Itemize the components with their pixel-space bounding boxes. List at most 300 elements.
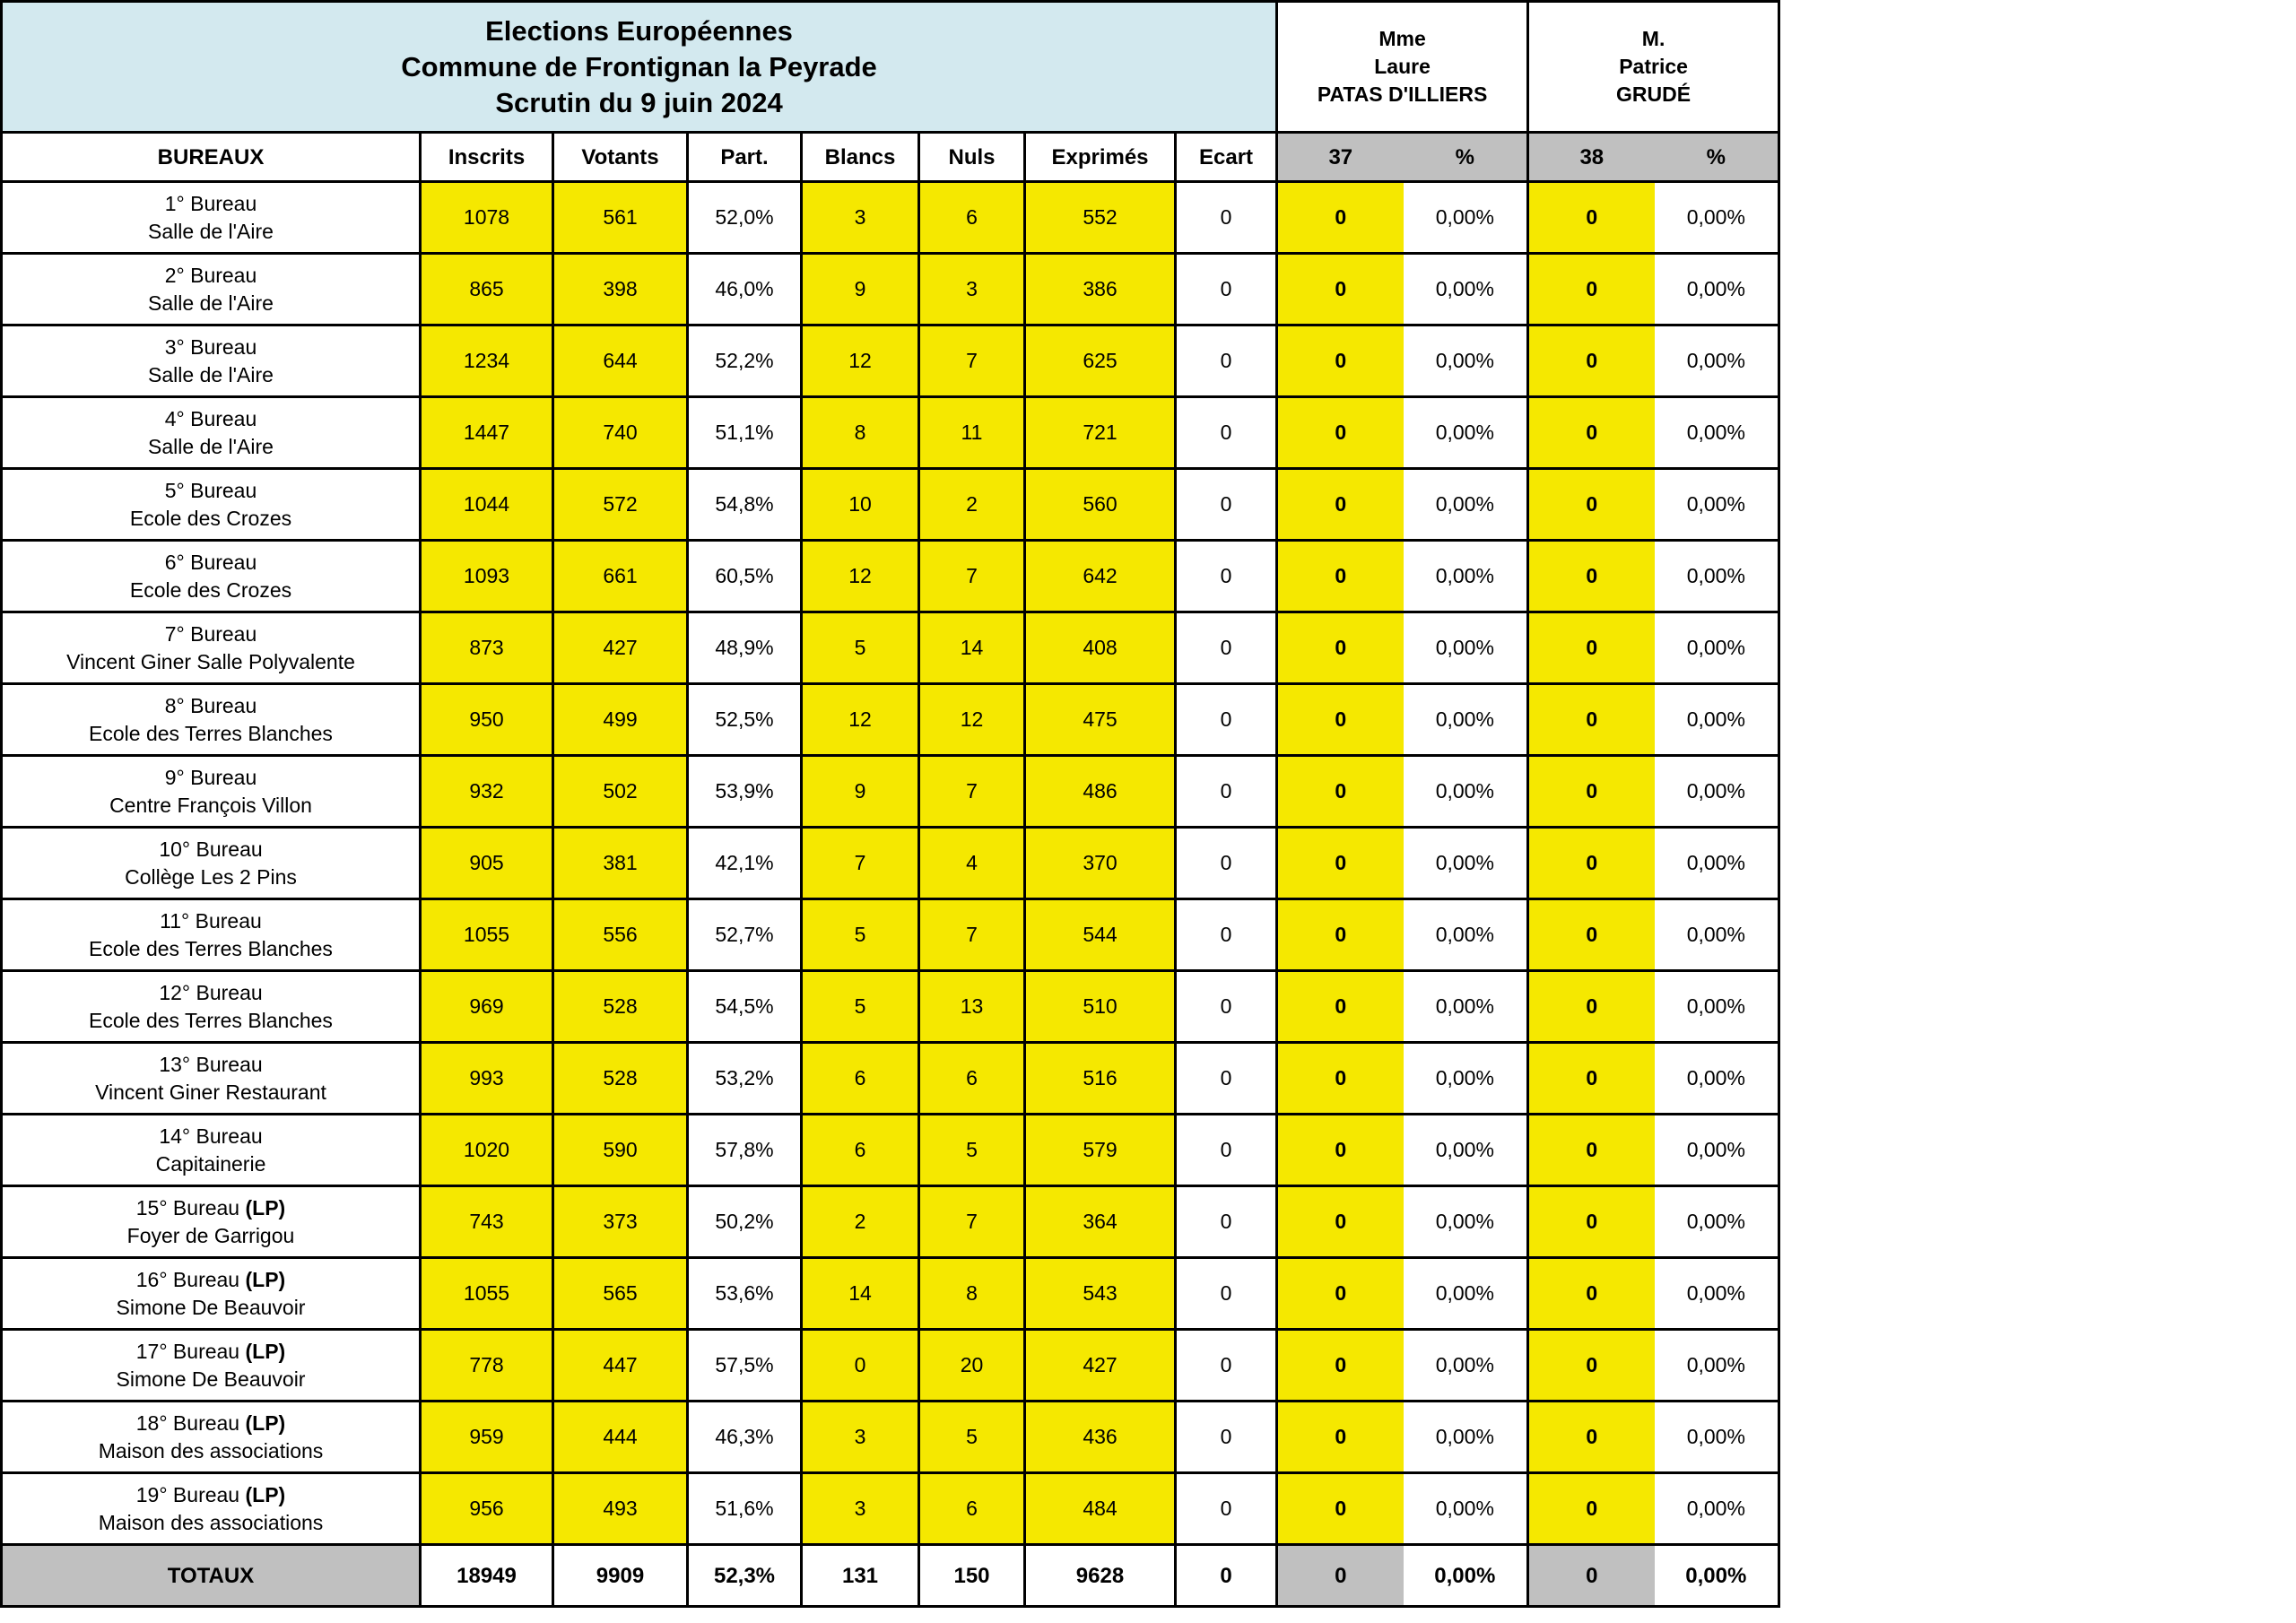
candidate-1-pct: 0,00%	[1404, 1330, 1528, 1402]
votants-cell: 528	[553, 971, 688, 1043]
votants-cell: 565	[553, 1258, 688, 1330]
exprimes-cell: 386	[1025, 254, 1176, 325]
candidate-1-votes: 0	[1277, 1186, 1404, 1258]
bureau-lp-tag: (LP)	[245, 1482, 286, 1506]
exprimes-cell: 560	[1025, 469, 1176, 541]
table-row	[2, 684, 1779, 756]
bureau-number: 17° Bureau	[135, 1339, 240, 1363]
inscrits-cell: 1078	[421, 182, 553, 254]
nuls-cell: 12	[919, 684, 1025, 756]
bureau-number-line	[3, 262, 419, 290]
bureau-place: Maison des associations	[98, 1510, 324, 1534]
participation-cell: 57,8%	[688, 1115, 802, 1186]
bureau-number-line	[3, 907, 419, 935]
exprimes-cell: 427	[1025, 1330, 1176, 1402]
candidate-2-pct: 0,00%	[1655, 541, 1779, 612]
participation-cell: 51,1%	[688, 397, 802, 469]
bureau-number-line	[3, 1481, 419, 1509]
blancs-cell: 6	[802, 1115, 919, 1186]
candidate-2-votes: 0	[1528, 469, 1655, 541]
ecart-cell: 0	[1176, 1115, 1277, 1186]
bureau-place: Vincent Giner Restaurant	[95, 1080, 326, 1104]
candidate-1-pct: 0,00%	[1404, 397, 1528, 469]
blancs-cell: 3	[802, 1473, 919, 1545]
candidate-2-votes: 0	[1528, 971, 1655, 1043]
nuls-cell: 13	[919, 971, 1025, 1043]
inscrits-cell: 1234	[421, 325, 553, 397]
bureau-number: 8° Bureau	[164, 693, 257, 717]
candidate-1-pct: 0,00%	[1404, 1186, 1528, 1258]
inscrits-cell: 932	[421, 756, 553, 828]
participation-cell: 53,6%	[688, 1258, 802, 1330]
candidate-1-pct: 0,00%	[1404, 828, 1528, 899]
nuls-cell: 7	[919, 1186, 1025, 1258]
bureau-lp-tag: (LP)	[245, 1195, 286, 1219]
participation-cell: 60,5%	[688, 541, 802, 612]
inscrits-cell: 873	[421, 612, 553, 684]
nuls-cell: 2	[919, 469, 1025, 541]
bureau-number-line	[3, 190, 419, 218]
bureau-cell	[2, 756, 421, 828]
participation-cell: 51,6%	[688, 1473, 802, 1545]
inscrits-cell: 778	[421, 1330, 553, 1402]
candidate-2-votes: 0	[1528, 254, 1655, 325]
blancs-cell: 12	[802, 325, 919, 397]
candidate-1-pct: 0,00%	[1404, 325, 1528, 397]
candidate-1-pct: 0,00%	[1404, 1402, 1528, 1473]
candidate-1-pct: 0,00%	[1404, 1115, 1528, 1186]
votants-cell: 661	[553, 541, 688, 612]
blancs-cell: 6	[802, 1043, 919, 1115]
exprimes-cell: 579	[1025, 1115, 1176, 1186]
candidate-1-pct: 0,00%	[1404, 756, 1528, 828]
nuls-cell: 11	[919, 397, 1025, 469]
nuls-cell: 7	[919, 541, 1025, 612]
candidate-1-votes: 0	[1277, 756, 1404, 828]
bureau-place: Salle de l'Aire	[148, 362, 274, 386]
nuls-cell: 20	[919, 1330, 1025, 1402]
ecart-cell: 0	[1176, 684, 1277, 756]
participation-cell: 52,2%	[688, 325, 802, 397]
inscrits-cell: 1093	[421, 541, 553, 612]
bureau-number-line	[3, 1266, 419, 1294]
candidate-2-pct: 0,00%	[1655, 397, 1779, 469]
bureau-place: Collège Les 2 Pins	[125, 864, 297, 889]
blancs-cell: 2	[802, 1186, 919, 1258]
votants-cell: 444	[553, 1402, 688, 1473]
totals-candidate-1-pct: 0,00%	[1404, 1545, 1528, 1607]
table-row	[2, 541, 1779, 612]
bureau-number-line	[3, 334, 419, 361]
nuls-cell: 5	[919, 1402, 1025, 1473]
inscrits-cell: 956	[421, 1473, 553, 1545]
bureau-number: 1° Bureau	[164, 191, 257, 215]
table-row	[2, 1043, 1779, 1115]
candidate-1-pct: 0,00%	[1404, 899, 1528, 971]
blancs-cell: 5	[802, 899, 919, 971]
totals-candidate-2-pct: 0,00%	[1655, 1545, 1779, 1607]
participation-cell: 46,3%	[688, 1402, 802, 1473]
nuls-cell: 3	[919, 254, 1025, 325]
votants-cell: 590	[553, 1115, 688, 1186]
bureau-place: Simone De Beauvoir	[116, 1295, 306, 1319]
votants-cell: 398	[553, 254, 688, 325]
ecart-cell: 0	[1176, 1473, 1277, 1545]
candidate-2-votes: 0	[1528, 1043, 1655, 1115]
column-header: Inscrits	[421, 133, 553, 182]
inscrits-cell: 993	[421, 1043, 553, 1115]
table-row	[2, 469, 1779, 541]
table-row	[2, 828, 1779, 899]
inscrits-cell: 969	[421, 971, 553, 1043]
exprimes-cell: 642	[1025, 541, 1176, 612]
ecart-cell: 0	[1176, 1043, 1277, 1115]
bureau-place: Salle de l'Aire	[148, 291, 274, 315]
nuls-cell: 8	[919, 1258, 1025, 1330]
bureau-place: Maison des associations	[98, 1438, 324, 1462]
candidate-1-votes: 0	[1277, 1043, 1404, 1115]
votants-cell: 572	[553, 469, 688, 541]
candidate-1-pct: 0,00%	[1404, 1258, 1528, 1330]
candidate-2-pct: 0,00%	[1655, 899, 1779, 971]
bureau-place: Centre François Villon	[109, 793, 312, 817]
ecart-cell: 0	[1176, 756, 1277, 828]
votants-cell: 556	[553, 899, 688, 971]
blancs-cell: 10	[802, 469, 919, 541]
title-row	[2, 2, 1779, 133]
blancs-cell: 7	[802, 828, 919, 899]
column-header: Votants	[553, 133, 688, 182]
ecart-cell: 0	[1176, 612, 1277, 684]
nuls-cell: 7	[919, 756, 1025, 828]
bureau-lp-tag: (LP)	[245, 1339, 286, 1363]
totals-row	[2, 1545, 1779, 1607]
column-header: Nuls	[919, 133, 1025, 182]
candidate-line: M.	[1641, 27, 1665, 50]
bureau-cell	[2, 1115, 421, 1186]
participation-cell: 57,5%	[688, 1330, 802, 1402]
bureau-number: 6° Bureau	[164, 550, 257, 574]
table-row	[2, 182, 1779, 254]
blancs-cell: 3	[802, 182, 919, 254]
candidate-2-votes: 0	[1528, 1186, 1655, 1258]
participation-cell: 46,0%	[688, 254, 802, 325]
candidate-2-pct: 0,00%	[1655, 1330, 1779, 1402]
totals-votants: 9909	[553, 1545, 688, 1607]
bureau-place: Vincent Giner Salle Polyvalente	[66, 649, 355, 673]
table-row	[2, 325, 1779, 397]
totals-exprimes: 9628	[1025, 1545, 1176, 1607]
candidate-2-votes: 0	[1528, 756, 1655, 828]
table-row	[2, 397, 1779, 469]
candidate-1-pct: 0,00%	[1404, 684, 1528, 756]
candidate-1-votes: 0	[1277, 325, 1404, 397]
exprimes-cell: 364	[1025, 1186, 1176, 1258]
ecart-cell: 0	[1176, 1402, 1277, 1473]
candidate-2-pct: 0,00%	[1655, 828, 1779, 899]
exprimes-cell: 370	[1025, 828, 1176, 899]
candidate-1-votes: 0	[1277, 828, 1404, 899]
candidate-1-votes: 0	[1277, 612, 1404, 684]
bureau-number-line	[3, 1410, 419, 1437]
totals-inscrits: 18949	[421, 1545, 553, 1607]
bureau-cell	[2, 469, 421, 541]
candidate-1-votes: 0	[1277, 1258, 1404, 1330]
candidate-2-pct: 0,00%	[1655, 1473, 1779, 1545]
candidate-2-pct: 0,00%	[1655, 756, 1779, 828]
inscrits-cell: 1055	[421, 899, 553, 971]
nuls-cell: 6	[919, 1043, 1025, 1115]
votants-cell: 447	[553, 1330, 688, 1402]
totals-participation: 52,3%	[688, 1545, 802, 1607]
nuls-cell: 7	[919, 899, 1025, 971]
candidate-1-pct: 0,00%	[1404, 1473, 1528, 1545]
ecart-cell: 0	[1176, 469, 1277, 541]
bureau-lp-tag: (LP)	[245, 1410, 286, 1435]
bureau-place: Simone De Beauvoir	[116, 1367, 306, 1391]
nuls-cell: 14	[919, 612, 1025, 684]
ecart-cell: 0	[1176, 325, 1277, 397]
table-row	[2, 1402, 1779, 1473]
votants-cell: 740	[553, 397, 688, 469]
candidate-line: Patrice	[1619, 55, 1688, 78]
table-row	[2, 899, 1779, 971]
ecart-cell: 0	[1176, 397, 1277, 469]
candidate-1-votes: 0	[1277, 397, 1404, 469]
candidate-pct-header: %	[1404, 133, 1528, 182]
candidate-2-pct: 0,00%	[1655, 1115, 1779, 1186]
nuls-cell: 4	[919, 828, 1025, 899]
sheet-title	[2, 2, 1277, 133]
candidate-1-votes: 0	[1277, 541, 1404, 612]
candidate-header-2	[1528, 2, 1779, 133]
blancs-cell: 14	[802, 1258, 919, 1330]
candidate-2-votes: 0	[1528, 1115, 1655, 1186]
votants-cell: 528	[553, 1043, 688, 1115]
bureau-number: 5° Bureau	[164, 478, 257, 502]
bureau-cell	[2, 254, 421, 325]
candidate-1-votes: 0	[1277, 1330, 1404, 1402]
candidate-1-votes: 0	[1277, 1473, 1404, 1545]
bureau-number-line	[3, 477, 419, 505]
bureau-number: 16° Bureau	[135, 1267, 240, 1291]
inscrits-cell: 743	[421, 1186, 553, 1258]
ecart-cell: 0	[1176, 1330, 1277, 1402]
bureau-number-line	[3, 836, 419, 864]
candidate-2-votes: 0	[1528, 182, 1655, 254]
participation-cell: 54,8%	[688, 469, 802, 541]
participation-cell: 50,2%	[688, 1186, 802, 1258]
table-row	[2, 1473, 1779, 1545]
candidate-2-pct: 0,00%	[1655, 1402, 1779, 1473]
participation-cell: 53,2%	[688, 1043, 802, 1115]
bureau-place: Salle de l'Aire	[148, 219, 274, 243]
bureau-number: 14° Bureau	[159, 1124, 263, 1148]
candidate-2-pct: 0,00%	[1655, 325, 1779, 397]
inscrits-cell: 1044	[421, 469, 553, 541]
candidate-1-votes: 0	[1277, 684, 1404, 756]
blancs-cell: 12	[802, 541, 919, 612]
candidate-2-pct: 0,00%	[1655, 469, 1779, 541]
inscrits-cell: 865	[421, 254, 553, 325]
bureau-number-line	[3, 1123, 419, 1150]
table-row	[2, 1330, 1779, 1402]
candidate-1-pct: 0,00%	[1404, 254, 1528, 325]
nuls-cell: 6	[919, 1473, 1025, 1545]
candidate-line: PATAS D'ILLIERS	[1317, 82, 1488, 106]
participation-cell: 52,7%	[688, 899, 802, 971]
table-row	[2, 971, 1779, 1043]
votants-cell: 493	[553, 1473, 688, 1545]
bureau-number-line	[3, 549, 419, 577]
bureau-place: Ecole des Terres Blanches	[89, 936, 333, 960]
totals-candidate-1-votes: 0	[1277, 1545, 1404, 1607]
candidate-2-votes: 0	[1528, 1402, 1655, 1473]
bureau-number: 11° Bureau	[160, 908, 262, 933]
inscrits-cell: 950	[421, 684, 553, 756]
bureau-number-line	[3, 405, 419, 433]
exprimes-cell: 475	[1025, 684, 1176, 756]
candidate-2-pct: 0,00%	[1655, 182, 1779, 254]
totals-candidate-2-votes: 0	[1528, 1545, 1655, 1607]
candidate-1-votes: 0	[1277, 1402, 1404, 1473]
column-header: Ecart	[1176, 133, 1277, 182]
bureau-number: 9° Bureau	[164, 765, 257, 789]
ecart-cell: 0	[1176, 828, 1277, 899]
table-row	[2, 756, 1779, 828]
bureau-cell	[2, 1330, 421, 1402]
bureau-cell	[2, 971, 421, 1043]
bureau-place: Capitainerie	[155, 1151, 266, 1176]
bureau-place: Ecole des Crozes	[129, 506, 292, 530]
nuls-cell: 6	[919, 182, 1025, 254]
column-header-row	[2, 133, 1779, 182]
exprimes-cell: 552	[1025, 182, 1176, 254]
candidate-line: Laure	[1374, 55, 1431, 78]
candidate-2-pct: 0,00%	[1655, 1186, 1779, 1258]
bureau-cell	[2, 684, 421, 756]
bureau-cell	[2, 182, 421, 254]
ecart-cell: 0	[1176, 182, 1277, 254]
exprimes-cell: 543	[1025, 1258, 1176, 1330]
candidate-line: GRUDÉ	[1616, 82, 1692, 106]
votants-cell: 561	[553, 182, 688, 254]
ecart-cell: 0	[1176, 254, 1277, 325]
bureau-cell	[2, 1043, 421, 1115]
bureau-number: 10° Bureau	[159, 837, 263, 861]
blancs-cell: 0	[802, 1330, 919, 1402]
blancs-cell: 5	[802, 612, 919, 684]
candidate-2-pct: 0,00%	[1655, 971, 1779, 1043]
candidate-2-pct: 0,00%	[1655, 612, 1779, 684]
exprimes-cell: 516	[1025, 1043, 1176, 1115]
bureau-place: Ecole des Terres Blanches	[89, 721, 333, 745]
table-row	[2, 1258, 1779, 1330]
candidate-1-votes: 0	[1277, 899, 1404, 971]
bureau-cell	[2, 325, 421, 397]
candidate-1-pct: 0,00%	[1404, 612, 1528, 684]
bureau-cell	[2, 541, 421, 612]
votants-cell: 502	[553, 756, 688, 828]
bureau-place: Foyer de Garrigou	[126, 1223, 295, 1247]
votants-cell: 427	[553, 612, 688, 684]
blancs-cell: 12	[802, 684, 919, 756]
totals-nuls: 150	[919, 1545, 1025, 1607]
inscrits-cell: 959	[421, 1402, 553, 1473]
bureau-number: 3° Bureau	[164, 334, 257, 359]
exprimes-cell: 625	[1025, 325, 1176, 397]
candidate-2-votes: 0	[1528, 684, 1655, 756]
votants-cell: 644	[553, 325, 688, 397]
bureau-number-line	[3, 1338, 419, 1366]
inscrits-cell: 1447	[421, 397, 553, 469]
ecart-cell: 0	[1176, 971, 1277, 1043]
table-row	[2, 254, 1779, 325]
bureau-number: 15° Bureau	[135, 1195, 240, 1219]
candidate-2-pct: 0,00%	[1655, 1258, 1779, 1330]
ecart-cell: 0	[1176, 1258, 1277, 1330]
candidate-2-votes: 0	[1528, 325, 1655, 397]
bureau-cell	[2, 1186, 421, 1258]
candidate-2-votes: 0	[1528, 1473, 1655, 1545]
candidate-1-votes: 0	[1277, 182, 1404, 254]
candidate-header-1	[1277, 2, 1528, 133]
totals-ecart: 0	[1176, 1545, 1277, 1607]
bureau-number: 2° Bureau	[164, 263, 257, 287]
column-header: BUREAUX	[2, 133, 421, 182]
exprimes-cell: 544	[1025, 899, 1176, 971]
bureau-cell	[2, 1402, 421, 1473]
candidate-1-pct: 0,00%	[1404, 971, 1528, 1043]
candidate-1-votes: 0	[1277, 469, 1404, 541]
bureau-number: 12° Bureau	[159, 980, 263, 1004]
bureau-cell	[2, 899, 421, 971]
bureau-lp-tag: (LP)	[245, 1267, 286, 1291]
nuls-cell: 5	[919, 1115, 1025, 1186]
blancs-cell: 3	[802, 1402, 919, 1473]
exprimes-cell: 436	[1025, 1402, 1176, 1473]
exprimes-cell: 721	[1025, 397, 1176, 469]
bureau-cell	[2, 612, 421, 684]
exprimes-cell: 486	[1025, 756, 1176, 828]
candidate-number: 38	[1528, 133, 1655, 182]
inscrits-cell: 905	[421, 828, 553, 899]
votants-cell: 381	[553, 828, 688, 899]
votants-cell: 499	[553, 684, 688, 756]
bureau-number-line	[3, 1194, 419, 1222]
candidate-1-votes: 0	[1277, 1115, 1404, 1186]
candidate-1-pct: 0,00%	[1404, 182, 1528, 254]
column-header: Exprimés	[1025, 133, 1176, 182]
candidate-2-votes: 0	[1528, 899, 1655, 971]
participation-cell: 54,5%	[688, 971, 802, 1043]
candidate-2-votes: 0	[1528, 397, 1655, 469]
candidate-1-pct: 0,00%	[1404, 469, 1528, 541]
participation-cell: 42,1%	[688, 828, 802, 899]
candidate-number: 37	[1277, 133, 1404, 182]
bureau-number: 18° Bureau	[135, 1410, 240, 1435]
bureau-cell	[2, 397, 421, 469]
candidate-1-votes: 0	[1277, 971, 1404, 1043]
title-line: Elections Européennes	[485, 14, 793, 47]
participation-cell: 52,0%	[688, 182, 802, 254]
bureau-place: Ecole des Terres Blanches	[89, 1008, 333, 1032]
votants-cell: 373	[553, 1186, 688, 1258]
blancs-cell: 5	[802, 971, 919, 1043]
participation-cell: 53,9%	[688, 756, 802, 828]
bureau-number-line	[3, 692, 419, 720]
bureau-cell	[2, 1258, 421, 1330]
